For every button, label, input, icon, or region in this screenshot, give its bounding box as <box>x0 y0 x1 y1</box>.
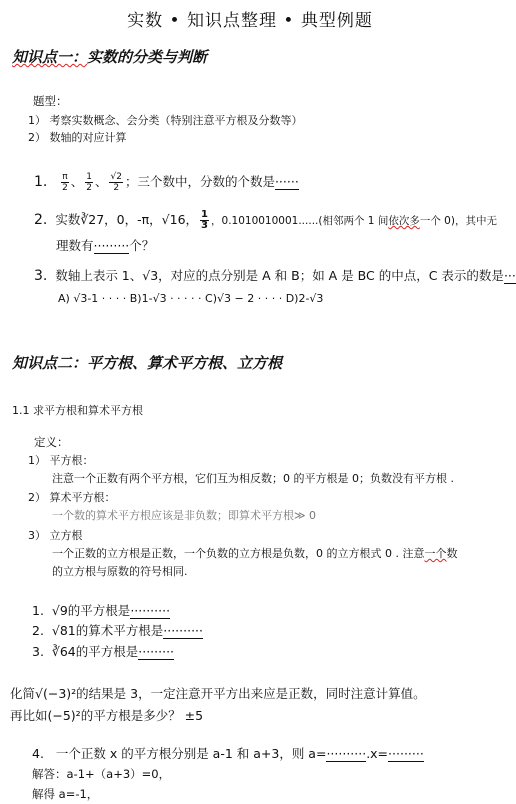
question-text-a: 实数∛27，0，-π，√16， <box>55 212 199 227</box>
answer-blank-x: ········· <box>388 746 424 761</box>
question-text: ；三个数中，分数的个数是 <box>124 174 275 189</box>
section-1-prefix: 知识点一： <box>12 48 88 66</box>
question-text-c: 一个 0)，其中无 <box>419 215 497 227</box>
note-simplify: 化简√(−3)²的结果是 3，一定注意开平方出来应是正数，同时注意计算值。 <box>10 686 426 701</box>
fraction-pi-over-2: $\frac{\pi}{2}$ <box>62 172 68 193</box>
answer-blank: ··· <box>503 268 516 283</box>
exercise-2: 2. √81的算术平方根是·········· <box>32 623 203 638</box>
question-3 <box>34 266 516 284</box>
question-number: 1. <box>34 174 48 190</box>
section-2-heading <box>12 352 282 373</box>
answer-blank: ········· <box>138 644 175 659</box>
question-1: 1. $\frac{\pi}{2}$ 、 $\frac{1}{2}$ 、 $\frac{√2}{2}$ ；三个数中，分数的个数是······ <box>34 172 299 193</box>
section-2-prefix: 知识点二： <box>12 354 88 372</box>
answer-blank: ········· <box>93 238 130 253</box>
definition-3-text: 一个正数的立方根是正数，一个负数的立方根是负数，0 的立方根式 0 . 注意一个数 <box>52 547 458 560</box>
question-text: 数轴上表示 1、√3，对应的点分别是 A 和 B；如 A 是 BC 的中点，C 表示的数是 <box>55 268 504 283</box>
answer-line-2: 解得 a=-1， <box>32 787 99 801</box>
answer-blank: ·········· <box>163 623 203 638</box>
definition-3-label: 3） 立方根 <box>28 529 83 542</box>
section-2-title: 平方根、算术平方根、立方根 <box>87 354 283 372</box>
definition-1-label: 1） 平方根： <box>28 454 94 467</box>
type-item-1: 1） 考察实数概念、会分类（特别注意平方根及分数等） <box>28 114 303 127</box>
fraction-one-third: $\frac{1}{3}$ <box>201 209 209 231</box>
sub-heading: 1.1 求平方根和算术平方根 <box>12 404 143 417</box>
exercise-3: 3. ∛64的平方根是········· <box>32 644 175 659</box>
answer-blank-a: ·········· <box>326 746 367 761</box>
type-label: 题型： <box>33 94 68 108</box>
question-text-b: ，0.1010010001......(相邻两个 1 间 <box>211 215 389 227</box>
question-3-options: A) √3-1 · · · · B)1-√3 · · · · · C)√3 − 2 · · · · D)2-√3 <box>58 292 324 305</box>
question-number: 2. <box>34 212 48 228</box>
answer-blank: ·········· <box>130 603 171 618</box>
section-1-title: 实数的分类与判断 <box>87 48 208 66</box>
wavy-word: 一个 <box>424 547 447 560</box>
question-2-line-2: 理数有·········个？ <box>56 238 155 253</box>
exercise-4: 4. 一个正数 x 的平方根分别是 a-1 和 a+3，则 a=··········.x=········· <box>32 746 424 761</box>
definition-2-label: 2） 算术平方根： <box>28 491 116 504</box>
definition-2-text: 一个数的算术平方根应该是非负数；即算术平方根≫ 0 <box>52 509 317 522</box>
exercise-1: 1. √9的平方根是·········· <box>32 603 171 618</box>
wavy-word: 依次多 <box>388 215 420 227</box>
note-example: 再比如(−5)²的平方根是多少？ ±5 <box>10 708 204 723</box>
type-item-2: 2） 数轴的对应计算 <box>28 131 127 144</box>
fraction-root2-over-2: $\frac{√2}{2}$ <box>110 172 122 193</box>
definition-1-text: 注意一个正数有两个平方根，它们互为相反数；0 的平方根是 0；负数没有平方根 . <box>52 472 454 485</box>
fraction-one-half: $\frac{1}{2}$ <box>86 172 92 193</box>
section-1-heading <box>12 46 207 67</box>
question-number: 3. <box>34 268 48 284</box>
definition-3-text-2: 的立方根与原数的符号相同. <box>52 565 188 578</box>
question-2 <box>34 210 497 231</box>
page-title: 实数 • 知识点整理 • 典型例题 <box>127 11 373 31</box>
answer-blank: ······ <box>274 174 299 189</box>
definition-label: 定义： <box>34 435 69 449</box>
answer-line-1: 解答：a-1+（a+3）=0， <box>32 767 171 781</box>
